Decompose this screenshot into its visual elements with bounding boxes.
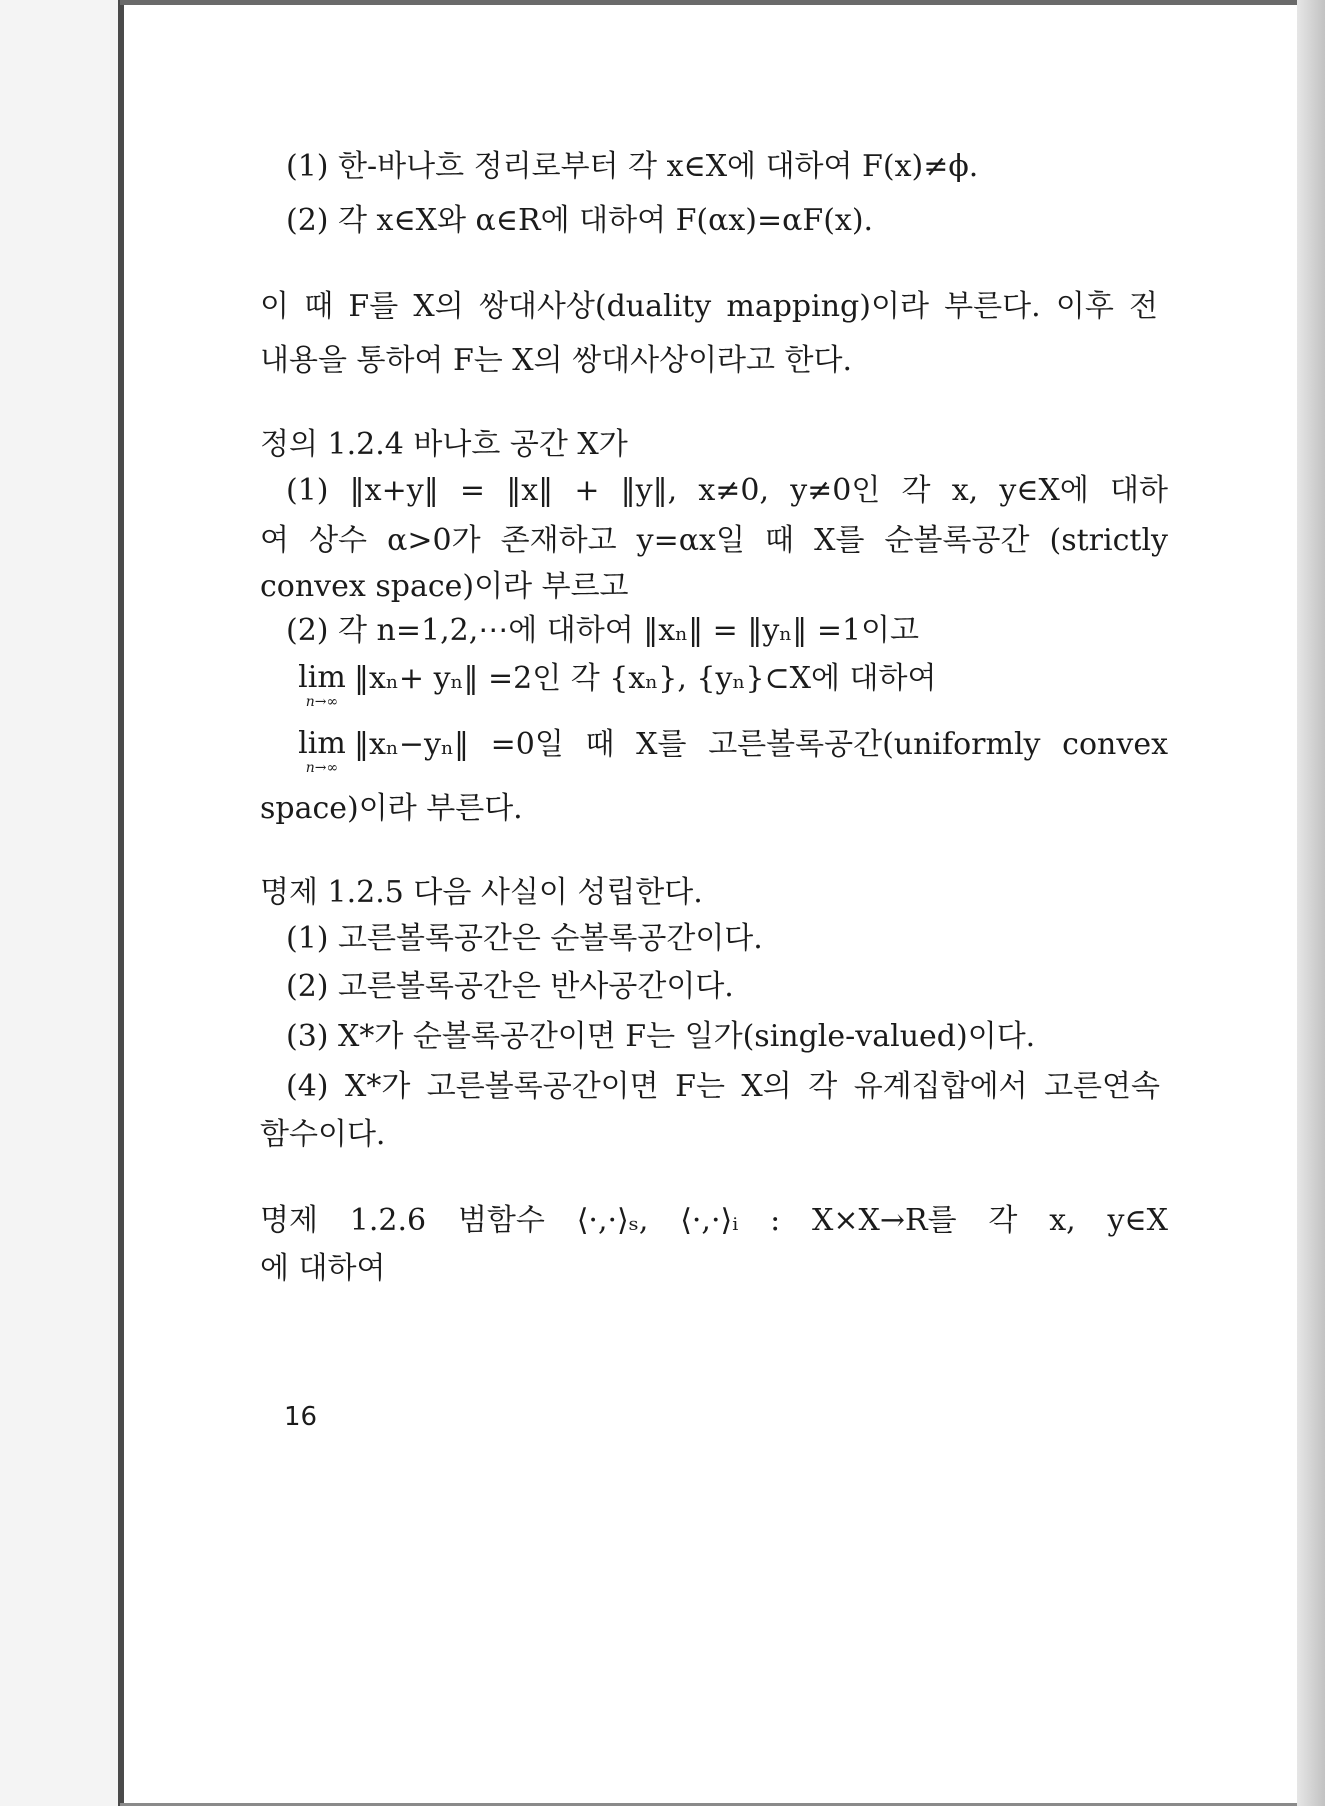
uniform-convex-line-3: ‖xₙ−yₙ‖ =0일 때 X를 고른볼록공간(uniformly convex <box>354 727 1168 762</box>
uniform-convex-line-2: ‖xₙ+ yₙ‖ =2인 각 {xₙ}, {yₙ}⊂X에 대하여 <box>354 661 937 696</box>
definition-heading: 정의 1.2.4 바나흐 공간 X가 <box>260 427 628 462</box>
proposition-1-2-6-line-2: 에 대하여 <box>260 1251 386 1286</box>
scan-right-margin <box>1297 0 1325 1806</box>
proposition-item-3: (3) X*가 순볼록공간이면 F는 일가(single-valued)이다. <box>286 1019 1036 1054</box>
proposition-1-2-5-heading: 명제 1.2.5 다음 사실이 성립한다. <box>260 875 703 910</box>
uniform-convex-line-1: (2) 각 n=1,2,⋯에 대하여 ‖xₙ‖ = ‖yₙ‖ =1이고 <box>286 613 919 648</box>
limit-word: lim <box>298 726 346 761</box>
strict-convex-line-3: convex space)이라 부르고 <box>260 569 629 604</box>
proposition-item-4-line-2: 함수이다. <box>260 1117 386 1152</box>
limit-operator <box>297 727 347 775</box>
homogeneity-item: (2) 각 x∈X와 α∈R에 대하여 F(αx)=αF(x). <box>286 203 874 238</box>
duality-paragraph-line-1: 이 때 F를 X의 쌍대사상(duality mapping)이라 부른다. 이후 전 <box>260 289 1158 324</box>
uniform-convex-line-4: space)이라 부른다. <box>260 791 523 826</box>
proposition-item-4-line-1: (4) X*가 고른볼록공간이면 F는 X의 각 유계집합에서 고른연속 <box>286 1069 1160 1104</box>
limit-operator <box>297 661 347 709</box>
strict-convex-line-1: (1) ‖x+y‖ = ‖x‖ + ‖y‖, x≠0, y≠0인 각 x, y∈X에 대하 <box>286 473 1168 508</box>
limit-subscript: n→∞ <box>305 760 339 776</box>
page-number: 16 <box>284 1402 318 1432</box>
scan-left-margin <box>0 0 120 1806</box>
proposition-item-2: (2) 고른볼록공간은 반사공간이다. <box>286 969 734 1004</box>
duality-paragraph-line-2: 내용을 통하여 F는 X의 쌍대사상이라고 한다. <box>260 343 853 378</box>
limit-word: lim <box>298 660 346 695</box>
strict-convex-line-2: 여 상수 α>0가 존재하고 y=αx일 때 X를 순볼록공간 (strictly <box>260 523 1168 558</box>
proposition-1-2-6-line-1: 명제 1.2.6 범함수 ⟨·,·⟩ₛ, ⟨·,·⟩ᵢ : X×X→R를 각 x, y∈X <box>260 1203 1168 1238</box>
hahn-banach-item: (1) 한-바나흐 정리로부터 각 x∈X에 대하여 F(x)≠ϕ. <box>286 149 979 184</box>
proposition-item-1: (1) 고른볼록공간은 순볼록공간이다. <box>286 921 763 956</box>
book-page <box>124 5 1296 1803</box>
limit-subscript: n→∞ <box>305 694 339 710</box>
